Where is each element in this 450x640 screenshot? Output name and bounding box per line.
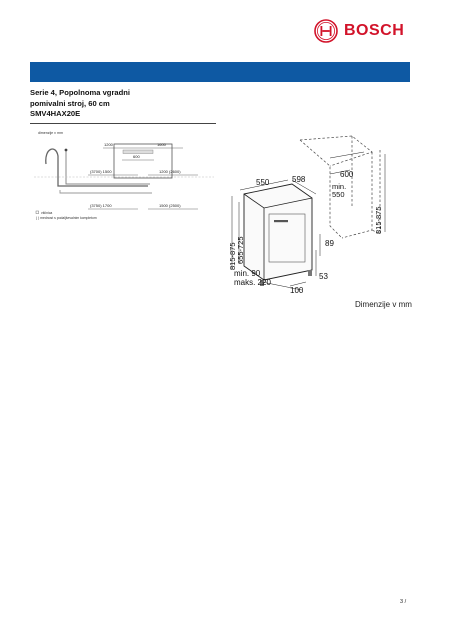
title-line-2: pomivalni stroj, 60 cm (30, 98, 110, 108)
legend-socket: vtičnica (41, 211, 53, 215)
small-dim-600: 600 (133, 154, 140, 159)
dim-min-90: min. 90 (234, 269, 261, 278)
small-dim-1600: 1600 (157, 142, 166, 147)
header-band (30, 62, 410, 82)
dim-655-725: 655-725 (236, 236, 245, 264)
brand-logo (314, 17, 414, 45)
dim-89: 89 (325, 239, 334, 248)
dimensions-caption: Dimenzije v mm (355, 300, 412, 309)
socket-icon (36, 211, 39, 214)
dim-min-550: 550 (332, 190, 345, 199)
dim-550: 550 (256, 178, 270, 187)
appliance-panel (123, 150, 153, 154)
power-cable (60, 190, 152, 193)
dim-600: 600 (340, 170, 354, 179)
dim-line-600 (330, 152, 364, 158)
bosch-armature-icon (314, 19, 338, 43)
dim-815-875-right: 815-875 (374, 206, 383, 234)
title-line-1: Serie 4, Popolnoma vgradni (30, 88, 131, 97)
legend-extension: ( ) mednost s podaljševalnim kompletom (36, 216, 97, 220)
product-title (30, 88, 230, 120)
small-dim-1200b: 1200 (2600) (159, 169, 181, 174)
title-line-3: SMV4HAX20E (30, 109, 81, 118)
niche-top (300, 136, 372, 166)
dim-min-label: min. (332, 182, 347, 191)
installation-diagram-small (30, 126, 220, 226)
dim-598: 598 (292, 175, 306, 184)
niche-back (342, 136, 372, 238)
page-number: 3 / (400, 599, 407, 605)
door-handle (274, 220, 288, 222)
small-dim-1200: 1200 (104, 142, 113, 147)
small-dim-1500b: 1500 (2500) (159, 203, 181, 208)
dim-maks-220: maks. 220 (234, 278, 271, 287)
tap-icon (65, 149, 68, 152)
dishwasher-body (244, 184, 312, 280)
dimension-diagram-main (222, 130, 422, 298)
title-divider (30, 123, 216, 124)
foot-back (308, 270, 312, 276)
small-dim-1700: (3750) 1700 (90, 203, 112, 208)
small-diagram-header: dimenzije v mm (38, 131, 63, 135)
dim-100: 100 (290, 286, 304, 295)
dim-815-875: 815-875 (228, 242, 237, 270)
small-dim-1500: (3700) 1500 (90, 169, 112, 174)
dim-53: 53 (319, 272, 328, 281)
brand-name: BOSCH (344, 22, 405, 39)
